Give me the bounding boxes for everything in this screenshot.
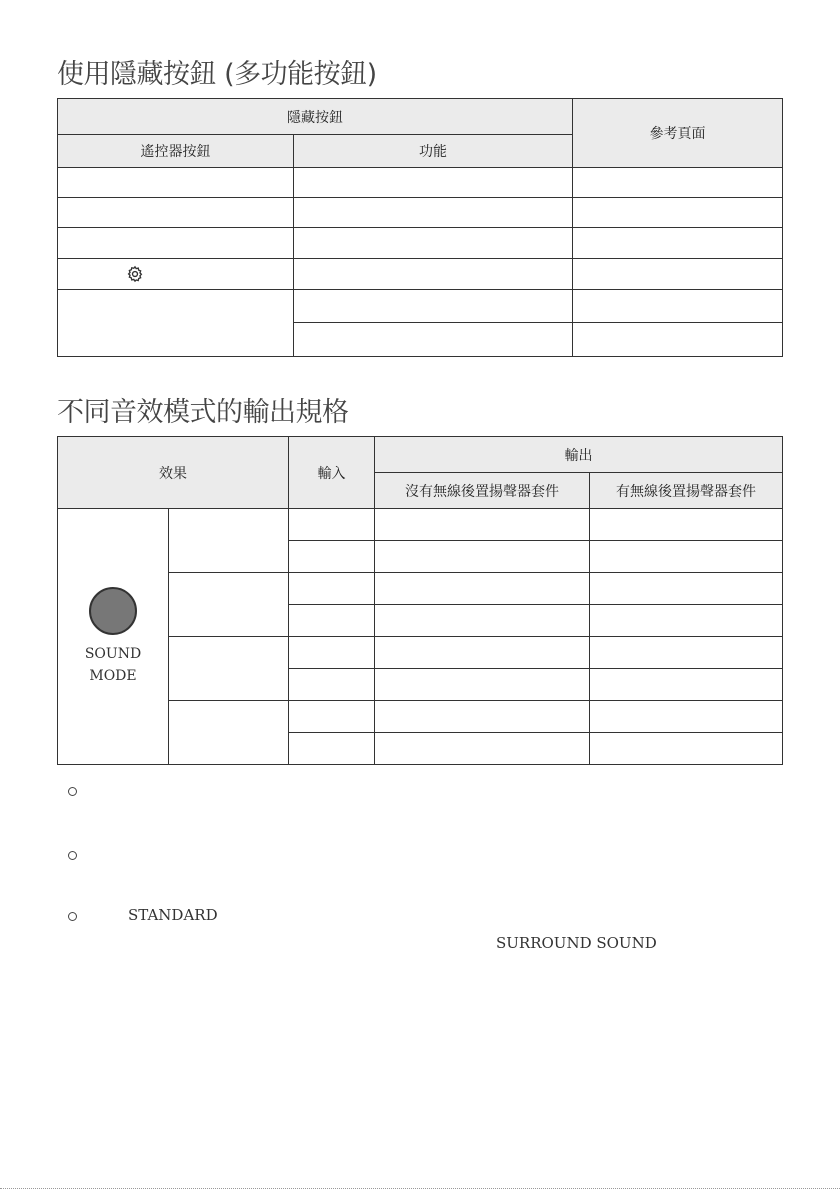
function-header: 功能 bbox=[294, 135, 573, 168]
note-bullet-icon bbox=[68, 787, 77, 796]
with-kit-header: 有無線後置揚聲器套件 bbox=[590, 473, 783, 509]
table-row bbox=[58, 259, 783, 290]
section1-heading: 使用隱藏按鈕 (多功能按鈕) bbox=[57, 59, 377, 90]
note-bullet-icon bbox=[68, 912, 77, 921]
effect-header: 效果 bbox=[58, 437, 289, 509]
sound-mode-label-line1: SOUND bbox=[84, 645, 142, 662]
table-row bbox=[58, 168, 783, 198]
table-row bbox=[58, 509, 783, 541]
sound-mode-label-line2: MODE bbox=[89, 667, 137, 684]
section2-heading: 不同音效模式的輸出規格 bbox=[57, 397, 349, 428]
remote-button-header: 遙控器按鈕 bbox=[58, 135, 294, 168]
gear-icon bbox=[126, 265, 144, 283]
reference-page-header: 參考頁面 bbox=[573, 99, 783, 168]
table-row bbox=[58, 228, 783, 259]
hidden-buttons-table bbox=[57, 98, 783, 357]
without-kit-header: 沒有無線後置揚聲器套件 bbox=[375, 473, 590, 509]
table-row bbox=[58, 198, 783, 228]
sound-mode-button-icon bbox=[89, 587, 137, 635]
note-standard-text: STANDARD bbox=[128, 906, 218, 924]
output-header: 輸出 bbox=[375, 437, 783, 473]
sound-mode-output-table bbox=[57, 436, 783, 765]
page-bottom-divider bbox=[0, 1188, 840, 1189]
table-row bbox=[58, 290, 783, 323]
input-header: 輸入 bbox=[289, 437, 375, 509]
note-surround-text: SURROUND SOUND bbox=[496, 934, 657, 952]
note-bullet-icon bbox=[68, 851, 77, 860]
hidden-buttons-group-header: 隱藏按鈕 bbox=[58, 99, 573, 135]
